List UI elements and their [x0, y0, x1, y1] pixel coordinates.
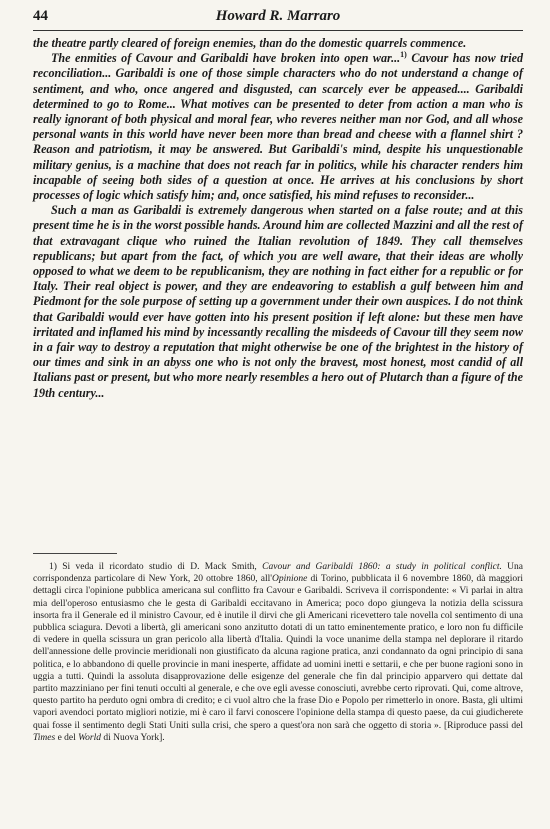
paragraph-2-part-1: The enmities of Cavour and Garibaldi have broken into open war...	[51, 51, 401, 66]
page-header	[33, 8, 523, 30]
body-text	[33, 36, 523, 401]
footnote-text-2: Una corrispondenza particolare di New York, 20 ottobre 1860, all'	[33, 562, 523, 585]
running-head: Howard R. Marraro	[215, 8, 341, 24]
footnote-title-2: Opinione	[272, 574, 308, 585]
footnote-title-1: Cavour and Garibaldi 1860: a study in political conflict.	[262, 562, 502, 572]
paragraph-2-part-2: Cavour has now tried reconciliation... Garibaldi is one of those simple characters who do not understand a change of sentiment, and who, once angered and disgusted, can scarcely ever be appeased.... Garibaldi determined to go to Rome... What motives can be presented to deter from action a man who is really ignorant of both physical and moral fear, who reveres neither man nor God, and all whose personal wants in this world have never been more than bread and cheese with a flannel shirt ? Reason and patriotism, it may be answered. But Garibaldi's mind, despite his unquestionable military genius, is a machine that does not reach far in politics, while his character renders him incapable of seeing both sides of a question at once. He arrives at his conclusions by short processes of logic which satisfy him; and, once satisfied, his mind refuses to reconsider...	[33, 51, 523, 203]
footnote-title-3: Times	[33, 732, 56, 743]
footnote-title-4: World	[78, 732, 102, 743]
page-number: 44	[33, 8, 48, 24]
footnote-text-4: e del	[55, 732, 79, 743]
paragraph-3: Such a man as Garibaldi is extremely dangerous when started on a false route; and at this present time he is in the worst possible hands. Around him are collected Mazzini and all the rest of that extravagant clique who ruined the Italian revolution of 1849. They call themselves republicans; but apart from the fact, of which you are well aware, that their ideas are wholly opposed to what we deem to be republicanism, they are nothing in fact either for a republic or for Italy. Their real object is power, and they are endeavoring to establish a gulf between him and Piedmont for the sole purpose of setting up a government under their own auspices. I do not think that Garibaldi would ever have gotten into his present position if left alone: but these men have irritated and inflamed his mind by incessantly recalling the misdeeds of Cavour till they seem now in a fair way to destroy a reputation that might otherwise be one of the brightest in the history of our times and sink in an abyss one who is not only the bravest, most honest, most candid of all Italians past or present, but who more nearly resembles a hero out of Plutarch than a figure of the 19th century...	[33, 203, 523, 400]
footnote	[33, 561, 523, 744]
document-page	[33, 0, 523, 829]
paragraph-1: the theatre partly cleared of foreign enemies, than do the domestic quarrels commence.	[33, 36, 467, 50]
footnote-text-5: di Nuova York].	[101, 732, 165, 743]
footnote-marker: 1)	[49, 562, 57, 572]
footnote-rule	[33, 553, 117, 554]
footnote-reference: 1)	[400, 50, 407, 60]
paragraph-2	[33, 51, 523, 203]
header-rule	[33, 30, 523, 31]
footnote-text-1: Si veda il ricordato studio di D. Mack Smith,	[56, 562, 263, 572]
footnote-text-3: di Torino, pubblicata il 6 novembre 1860, dà maggiori dettagli circa l'opinione pubblica americana sul conflitto fra Cavour e Garibaldi. Scriveva il corrispondente: « Vi parlai in altra mia dell'operoso entusiasmo che le gesta di Garibaldi eccitavano in America; poco dopo giungeva la notizia della scissura insorta fra il Generale ed il ministro Cavour, ed è inutile il dirvi che gli Americani ricevettero tale novella col sentimento di una pubblica sciagura. Devoti a libertà, gli americani sono anzitutto dotati di un tatto eminentemente pratico, e loro non fu difficile di vedere in quella scissura un gran pericolo alla libertà d'Italia. Quindi la voce unanime della stampa nel deplorare il ritardo dell'annessione delle provincie meridionali non giustificato da alcuna ragione pratica, anzi condannato da ogni principio di sana politica, e lo abbandono di quelle provincie in mani inesperte, affidate ad uomini inetti e settarii, e che per buone ragioni sono in uggia a tutti. Quindi la assoluta disapprovazione delle esigenze del generale che fin dal principio apparvero qui dettate dal partito mazziniano per fini tenuti occulti al generale, e che ove egli avesse conosciuti, avrebbe certo riprovati. Qui, come altrove, questo partito ha perduto ogni ombra di credito; e ci vuol altro che la frase Dio e Popolo per rimetterlo in onore. Basta, gli ultimi vapori avendoci portato migliori notizie, mi è caro il farvi conoscere l'opinione della stampa di questo paese, da cui giudicherete quai fosse il sentimento degli Stati Uniti sulla crisi, che spero a quest'ora non sarà che oggetto di storia ». [Riproduce passi del	[33, 574, 523, 731]
